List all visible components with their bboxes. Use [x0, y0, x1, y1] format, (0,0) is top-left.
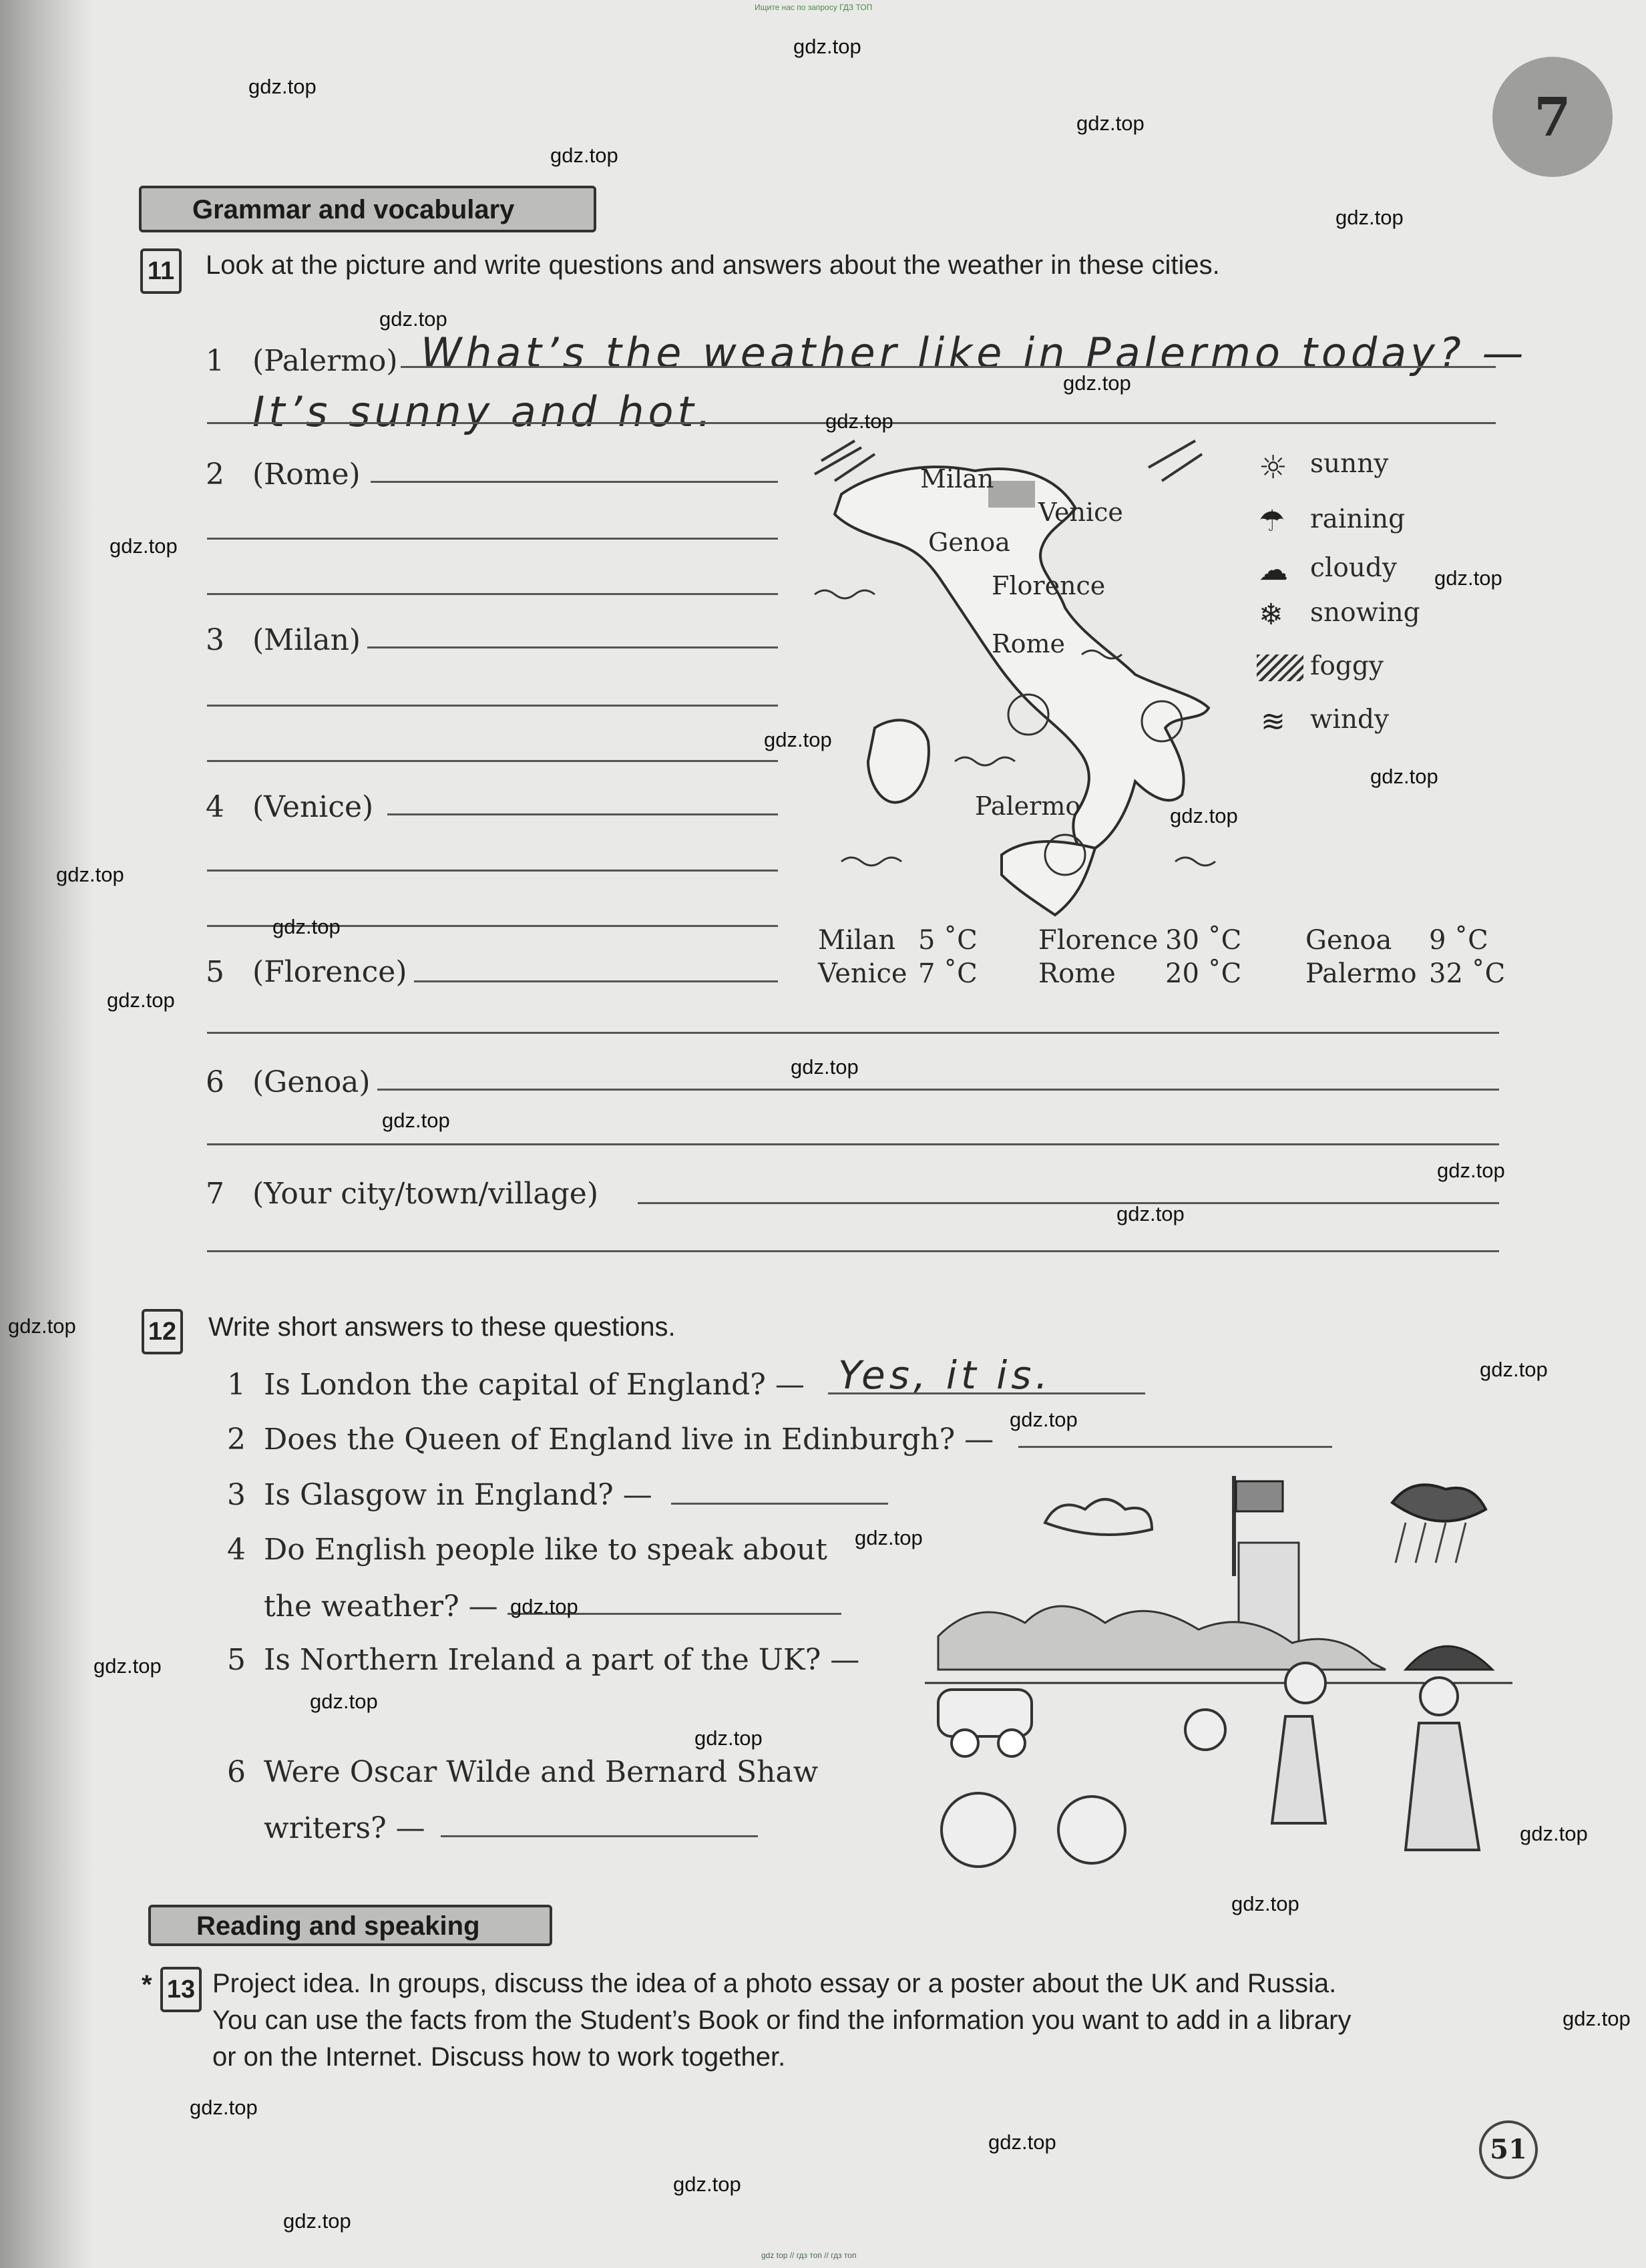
item-label-venice: (Venice)	[252, 790, 374, 824]
answer-line[interactable]	[387, 813, 778, 815]
item-number: 2	[206, 457, 224, 492]
map-label-milan: Milan	[920, 464, 994, 494]
answer-line[interactable]	[207, 760, 778, 762]
fog-icon	[1257, 654, 1303, 681]
handwritten-answer-q1: Yes, it is.	[838, 1352, 1052, 1398]
question-text-cont: writers? —	[264, 1811, 425, 1845]
answer-line[interactable]	[207, 1143, 1499, 1145]
item-number: 5	[206, 955, 224, 989]
temp-value-palermo: 32 ˚C	[1429, 958, 1506, 989]
item-label-genoa: (Genoa)	[252, 1065, 371, 1099]
handwritten-answer-1a: What’s the weather like in Palermo today? —	[421, 329, 1528, 377]
watermark: gdz.top	[310, 1690, 378, 1713]
answer-line[interactable]	[207, 593, 778, 595]
exercise-number-11: 11	[140, 248, 182, 294]
watermark: gdz.top	[673, 2172, 741, 2196]
question-text: Is Glasgow in England? —	[264, 1478, 652, 1512]
legend-foggy: foggy	[1310, 651, 1384, 681]
temp-city-palermo: Palermo	[1305, 958, 1417, 989]
exercise-number-13: 13	[160, 1967, 202, 2012]
answer-line[interactable]	[207, 1250, 1499, 1252]
map-label-florence: Florence	[992, 571, 1106, 600]
temp-value-florence: 30 ˚C	[1165, 925, 1242, 956]
answer-line[interactable]	[207, 538, 778, 540]
handwritten-answer-1b: It’s sunny and hot.	[252, 387, 715, 436]
item-label-your-city: (Your city/town/village)	[252, 1177, 598, 1211]
temp-city-milan: Milan	[818, 925, 896, 956]
legend-windy: windy	[1310, 705, 1389, 735]
item-number: 6	[206, 1065, 224, 1099]
italy-weather-map	[801, 434, 1269, 928]
watermark: gdz.top	[248, 75, 317, 98]
rain-icon: ☂	[1259, 504, 1285, 538]
answer-line[interactable]	[441, 1835, 758, 1837]
question-text: Does the Queen of England live in Edinburgh? —	[264, 1423, 994, 1457]
watermark: gdz.top	[1010, 1408, 1078, 1431]
watermark: gdz.top	[791, 1055, 859, 1079]
answer-line[interactable]	[207, 1032, 1499, 1034]
uk-weather-illustration	[925, 1469, 1512, 1917]
map-label-palermo: Palermo	[975, 791, 1081, 821]
map-label-venice: Venice	[1038, 498, 1123, 527]
watermark: gdz.top	[1563, 2007, 1631, 2030]
exercise-13-line-1: Project idea. In groups, discuss the idea of a photo essay or a poster about the UK and Russia.	[212, 1969, 1337, 1998]
watermark: gdz.top	[550, 144, 618, 167]
section-header-reading: Reading and speaking	[148, 1905, 552, 1946]
top-banner: Ищите нас по запросу ГДЗ ТОП	[755, 3, 873, 12]
watermark: gdz.top	[1231, 1892, 1299, 1915]
watermark: gdz.top	[1370, 765, 1438, 788]
watermark: gdz.top	[510, 1595, 578, 1618]
legend-raining: raining	[1310, 504, 1406, 534]
watermark: gdz.top	[283, 2209, 351, 2233]
question-number: 5	[227, 1643, 246, 1677]
exercise-12-instruction: Write short answers to these questions.	[208, 1312, 676, 1342]
watermark: gdz.top	[855, 1526, 923, 1549]
legend-snowing: snowing	[1310, 598, 1420, 628]
section-header-grammar: Grammar and vocabulary	[139, 186, 596, 232]
exercise-11-instruction: Look at the picture and write questions and answers about the weather in these cities.	[206, 250, 1220, 280]
question-number: 4	[227, 1533, 246, 1567]
item-number: 7	[206, 1177, 224, 1211]
answer-line[interactable]	[377, 1089, 1499, 1091]
item-label-palermo: (Palermo)	[252, 344, 398, 378]
temp-city-florence: Florence	[1038, 925, 1159, 956]
page-number: 7	[1534, 85, 1571, 148]
watermark: gdz.top	[379, 307, 447, 331]
watermark: gdz.top	[793, 35, 861, 58]
temp-value-genoa: 9 ˚C	[1429, 925, 1488, 956]
map-label-genoa: Genoa	[928, 528, 1010, 557]
watermark: gdz.top	[8, 1314, 76, 1338]
answer-line[interactable]	[207, 705, 778, 707]
temp-city-venice: Venice	[818, 958, 907, 989]
watermark: gdz.top	[764, 728, 832, 751]
watermark: gdz.top	[110, 534, 178, 558]
question-number: 3	[227, 1478, 246, 1512]
answer-line[interactable]	[401, 366, 1496, 368]
watermark: gdz.top	[190, 2096, 258, 2119]
watermark: gdz.top	[56, 863, 124, 886]
exercise-13-line-3: or on the Internet. Discuss how to work together.	[212, 2042, 786, 2072]
answer-line[interactable]	[1018, 1446, 1332, 1448]
watermark: gdz.top	[382, 1109, 450, 1132]
temp-value-venice: 7 ˚C	[918, 958, 978, 989]
wind-icon: ≋	[1261, 705, 1285, 739]
exercise-13-line-2: You can use the facts from the Student’s Book or find the information you want to add in a library	[212, 2006, 1352, 2035]
question-number: 2	[227, 1423, 246, 1457]
question-text-cont: the weather? —	[264, 1589, 498, 1624]
watermark: gdz.top	[1480, 1358, 1548, 1381]
watermark: gdz.top	[694, 1726, 763, 1750]
question-text: Were Oscar Wilde and Bernard Shaw	[264, 1755, 819, 1789]
legend-cloudy: cloudy	[1310, 553, 1397, 583]
watermark: gdz.top	[1335, 206, 1404, 229]
bottom-page-number: 51	[1479, 2120, 1538, 2179]
cloud-icon: ☁	[1259, 553, 1288, 587]
question-text: Is Northern Ireland a part of the UK? —	[264, 1643, 860, 1677]
legend-sunny: sunny	[1310, 449, 1389, 479]
optional-star: *	[142, 1970, 152, 2000]
watermark: gdz.top	[1076, 112, 1145, 135]
watermark: gdz.top	[825, 409, 893, 433]
watermark: gdz.top	[988, 2130, 1056, 2154]
exercise-number-12: 12	[142, 1309, 183, 1354]
answer-line[interactable]	[371, 481, 778, 483]
watermark: gdz.top	[93, 1654, 162, 1678]
page-number-circle	[1492, 57, 1613, 177]
watermark: gdz.top	[1116, 1202, 1185, 1225]
temp-city-genoa: Genoa	[1305, 925, 1392, 956]
watermark: gdz.top	[1170, 804, 1238, 827]
map-label-rome: Rome	[992, 629, 1066, 658]
question-text: Do English people like to speak about	[264, 1533, 827, 1567]
answer-line[interactable]	[414, 980, 778, 982]
item-number: 1	[206, 344, 224, 378]
question-number: 6	[227, 1755, 246, 1789]
watermark: gdz.top	[272, 915, 341, 938]
answer-line[interactable]	[671, 1503, 888, 1505]
item-label-rome: (Rome)	[252, 457, 361, 492]
answer-line[interactable]	[367, 646, 778, 648]
book-spine-shadow	[0, 0, 93, 2268]
watermark: gdz.top	[1437, 1159, 1505, 1182]
answer-line[interactable]	[828, 1392, 1145, 1394]
answer-line[interactable]	[207, 870, 778, 872]
temp-city-rome: Rome	[1038, 958, 1116, 989]
answer-line[interactable]	[638, 1202, 1499, 1204]
temp-value-rome: 20 ˚C	[1165, 958, 1242, 989]
snow-icon: ❄	[1259, 598, 1283, 632]
watermark: gdz.top	[1520, 1822, 1588, 1845]
temp-value-milan: 5 ˚C	[918, 925, 978, 956]
watermark: gdz.top	[1063, 371, 1131, 395]
item-number: 3	[206, 623, 224, 657]
item-label-florence: (Florence)	[252, 955, 407, 989]
sun-icon: ☼	[1259, 449, 1288, 486]
watermark: gdz.top	[107, 988, 175, 1012]
bottom-banner: gdz top // гдз топ // гдз топ	[761, 2251, 857, 2260]
question-number: 1	[227, 1368, 246, 1402]
watermark: gdz.top	[1434, 566, 1502, 590]
item-label-milan: (Milan)	[252, 623, 361, 657]
question-text: Is London the capital of England? —	[264, 1368, 805, 1402]
item-number: 4	[206, 790, 224, 824]
